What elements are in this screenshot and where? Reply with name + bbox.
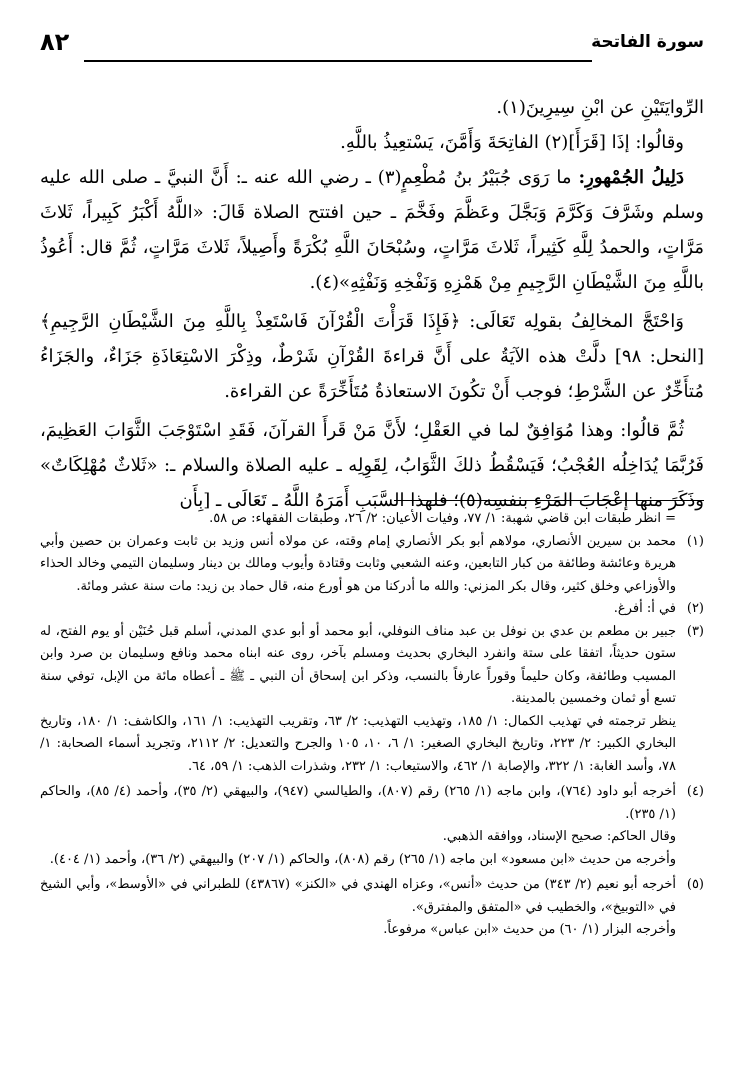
paragraph-5: ثُمَّ قالُوا: وهذا مُوَافِقٌ لما في العَقْلِ؛ لأَنَّ مَنْ قَرأَ القرآنَ، فَقَدِ اسْتَوْجَبَ الثَّوَابَ العَظِيمَ، فَرُبَّمَا يُدَاخِلُه العُجْبُ؛ فَيَسْقُطُ ذلكَ الثَّوَابُ، لِقَوِلِه ـ عليه الصلاة والسلام ـ: «ثَلاثٌ مُهْلِكَاتٌ» وذَكَرَ منها إعْجَابَ المَرْءِ بنفسِه(٥)؛ فلهذا السَّبَبِ أَمَرَهُ اللَّهُ ـ تَعَالَى ـ [بِأَن [40,420,704,511]
footnote-text: في أ: أفرغ. [613,601,676,616]
footnotes [40,508,704,942]
footnote-number: (٥) [686,877,704,892]
footnote-number: (١) [686,533,704,549]
footnote-text: أخرجه أبو نعيم (٢/ ٣٤٣) من حديث «أنس»، وعزاه الهندي في «الكنز» (٤٣٨٦٧) للطبراني في «الأوسط»، وأبي الشيخ في «التوبيخ»، والخطيب في «المتفق والمفترق». [40,877,677,915]
footnote-text: أخرجه أبو داود (٧٦٤)، وابن ماجه (١/ ٢٦٥) رقم (٨٠٧)، والطيالسي (٩٤٧)، والبيهقي (٢/ ٣٥)، وأحمد (٤/ ٨٥)، والحاكم (١/ ٢٣٥). [40,784,677,822]
footnote-5 [40,874,704,942]
footnote-text: جبير بن مطعم بن عدي بن نوفل بن عبد مناف النوفلي، أبو محمد أو أبو عدي المدني، أسلم قبل حُنَيْن أو يوم الفتح، له ستون حديثاً، اتفقا على ستة وانفرد البخاري بحديث ومسلم بآخر، روى عنه ابناه محمد ونافع وسليمان بن صرد وابن المسيب وطائفة، وكان حليماً وقوراً عارفاً بالنسب، وذكر ابن إسحاق أن النبي ـ ﷺ ـ أعطاه مائة من الإبل، توفي سنة تسع أو ثمان وخمسين بالمدينة. [40,623,676,706]
header-rule [84,60,592,62]
footnote-note: وقال الحاكم: صحيح الإسناد، ووافقه الذهبي. [442,829,676,844]
footnote-text: محمد بن سيرين الأنصاري، مولاهم أبو بكر الأنصاري إمام وقته، عن مولاه أنس وزيد بن ثابت وعمران بن حصين وأبي هريرة وعائشة وطائفة من كبار التابعين، وعنه الشعبي وثابت وقتادة وأيوب ومالك بن دينار وسليمان التيمي وخالد الحذاء والأوزاعي وخلق كثير، وقال بكر المزني: والله ما أدركنا من هو أورع منه، قال حماد بن زيد: مات سنة عشر ومائة. [40,533,676,594]
footnote-number: (٤) [686,784,704,799]
footnote-references: ينظر ترجمته في تهذيب الكمال: ١/ ١٨٥، وتهذيب التهذيب: ٢/ ٦٣، وتقريب التهذيب: ١/ ١٦١، والكاشف: ١/ ١٨٠، وتاريخ البخاري الكبير: ٢/ ٢٢٣، وتاريخ البخاري الصغير: ١/ ٦، ١٠، ١٠٥ والجرح والتعديل: ٢/ ٢١١٢، وتجريد أسماء الصحابة: ١/ ٧٨، وأسد الغابة: ١/ ٣٢٢، والإصابة ١/ ٤٦٢، والاستيعاب: ١/ ٢٣٢، وشذرات الذهب: ١/ ٥٩، ٦٤. [40,713,677,774]
main-text [40,90,704,518]
surah-title: سورة الفاتحة [591,32,704,52]
footnote-1 [40,531,704,599]
footnote-3 [40,621,704,779]
footnote-number: (٢) [686,601,704,616]
footnote-number: (٣) [686,623,704,639]
page-number: ٨٢ [40,28,70,56]
footnote-divider [394,500,704,501]
paragraph-2: وقالُوا: إذَا [قَرَأَ](٢) الفاتِحَةَ وَأَمَّنَ، يَسْتعِيذُ باللَّهِ. [340,132,684,153]
footnote-4 [40,781,704,871]
footnote-note: وأخرجه من حديث «ابن مسعود» ابن ماجه (١/ ٢٦٥) رقم (٨٠٨)، والحاكم (١/ ٢٠٧) والبيهقي (٢/ ٣٦)، وأحمد (١/ ٤٠٤). [49,851,676,867]
paragraph-3 [40,160,704,300]
footnote-note: وأخرجه البزار (١/ ٦٠) من حديث «ابن عباس» مرفوعاً. [383,922,676,937]
footnote-continuation: = انظر طبقات ابن قاضي شهبة: ١/ ٧٧، وفيات الأعيان: ٢/ ٢٦، وطبقات الفقهاء: ص ٥٨. [209,511,676,526]
page-header [40,28,704,64]
majority-evidence-label: دَلِيلُ الجُمْهورِ: [578,167,684,188]
paragraph-4: وَاحْتَجَّ المخالِفُ بقولِه تَعَالَى: ﴿فَإِذَا قَرَأْتَ الْقُرْآنَ فَاسْتَعِذْ بِاللَّهِ مِنَ الشَّيْطَانِ الرَّجِيمِ﴾ [النحل: ٩٨] دلَّتْ هذه الآيَةُ على أَنَّ قراءةَ القُرْآنِ شَرْطٌ، وذِكْرَ الاسْتِعَاذَةِ جَزَاءٌ، والجَزَاءُ مُتأَخِّرٌ عن الشَّرْطِ؛ فوجب أَنْ تكُونَ الاستعاذةُ مُتَأَخِّرَةً عن القراءة. [40,311,704,402]
footnote-2 [40,598,704,621]
paragraph-3-text: ما رَوَى جُبَيْرُ بنُ مُطْعِمٍ(٣) ـ رضي الله عنه ـ: أَنَّ النبيَّ ـ صلى الله عليه وسلم وشَرَّفَ وَكَرَّمَ وَبَجَّلَ وعَظَّمَ وفَخَّمَ ـ حين افتتح الصلاة قَالَ: «اللَّهُ أَكْبَرُ كَبِيراً، ثَلاثَ مَرَّاتٍ، والحمدُ لِلَّهِ كَثِيراً، ثَلاثَ مَرَّاتٍ، وسُبْحَانَ اللَّهِ بُكْرَةً وأَصِيلاً، ثَلاثَ مَرَّاتٍ، ثُمَّ قال: أَعُوذُ باللَّهِ مِنَ الشَّيْطَانِ الرَّجِيمِ مِنْ هَمْزِهِ وَنَفْخِهِ وَنَفْثِهِ»(٤). [40,167,704,293]
paragraph-1: الرِّوايَتَيْنِ عن ابْنِ سِيرِينَ(١). [496,97,704,118]
